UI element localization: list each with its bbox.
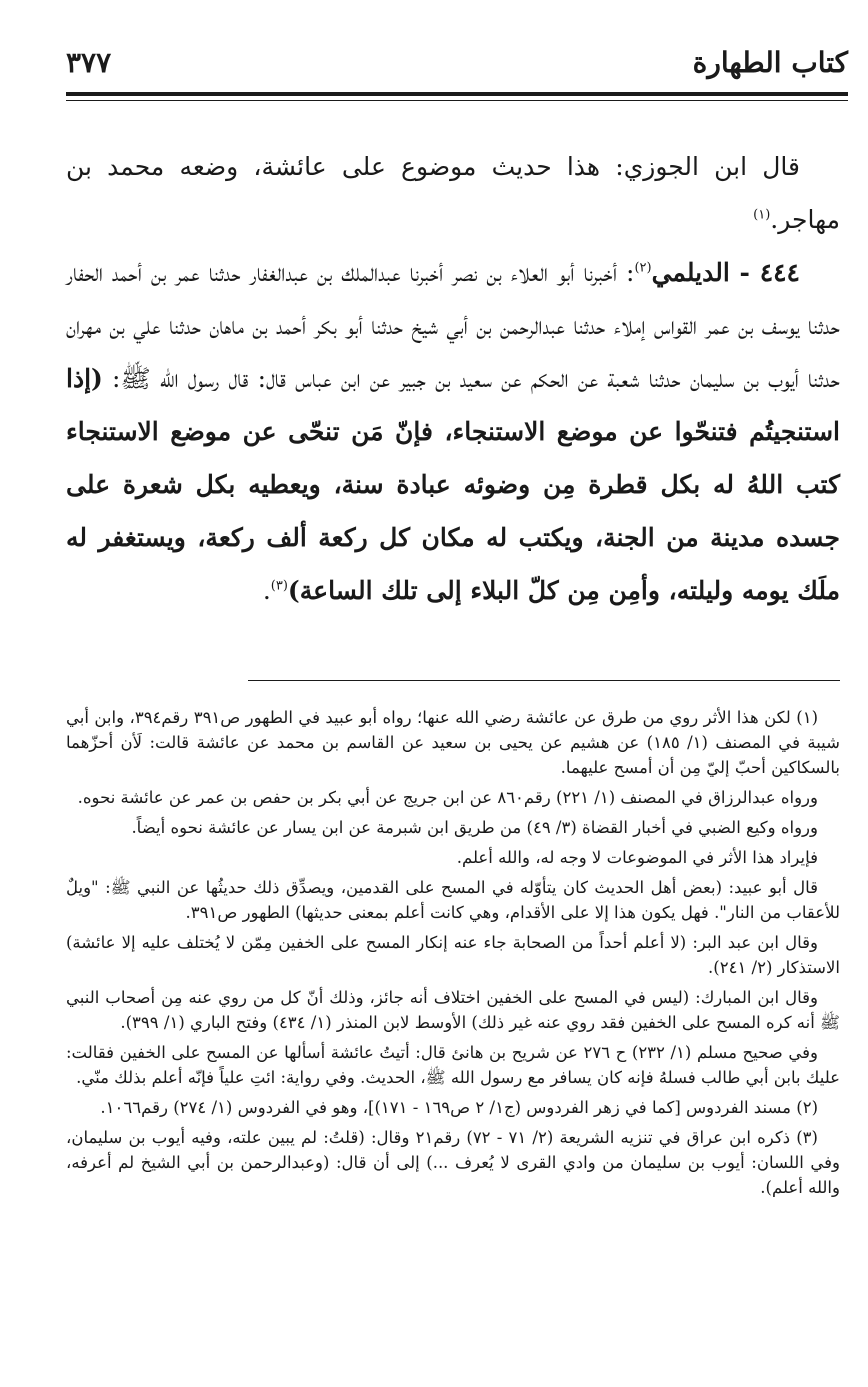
running-title: كتاب الطهارة xyxy=(692,46,848,79)
hadith-number: ٤٤٤ - الديلمي xyxy=(651,258,800,287)
paragraph-ibn-jawzi xyxy=(66,140,840,246)
paragraph-hadith-444 xyxy=(66,246,840,617)
footnote-1-muslim: وفي صحيح مسلم (١/ ٢٣٢) ح ٢٧٦ عن شريح بن هانئ قال: أتيتُ عائشة أسألها عن المسح على الخفين فقالت: عليك بابن أبي طالب فسلهُ فإنه كان يسافر مع رسول الله ﷺ، الحديث. وفي رواية: ائتِ علياً فإنّه أعلم بذلك منّي. xyxy=(66,1043,840,1087)
footnote-1-abu-ubaid: قال أبو عبيد: (بعض أهل الحديث كان يتأوّله في المسح على القدمين، ويصدِّق ذلك حديثُها عن النبي ﷺ: "ويلٌ للأعقاب من النار". فهل يكون هذا إلا على الأقدام، وهي كانت أعلم بمعنى حديثها) الطهور ص٣٩١. xyxy=(66,878,840,922)
footnote-separator xyxy=(248,680,840,681)
footnote-3: (٣) ذكره ابن عراق في تنزيه الشريعة (٢/ ٧١ - ٧٢) رقم٢١ وقال: (قلتُ: لم يبين علته، وفيه أيوب بن سليمان، وفي اللسان: أيوب بن سليمان من وادي القرى لا يُعرف ...) إلى أن قال: (وعبدالرحمن بن أبي الشيخ لم أعرفه، والله أعلم). xyxy=(66,1128,840,1197)
footnote-1-abdulrazzaq: ورواه عبدالرزاق في المصنف (١/ ٢٢١) رقم٨٦٠ عن ابن جريج عن أبي بكر بن حفص بن عمر عن عائشة نحوه. xyxy=(77,788,818,807)
footnote-2: (٢) مسند الفردوس [كما في زهر الفردوس (ج١/ ٢ ص١٦٩ - ١٧١)]، وهو في الفردوس (١/ ٢٧٤) رقم١٠٦٦. xyxy=(100,1098,818,1117)
footnote-1-ibn-abdulbarr: وقال ابن عبد البر: (لا أعلم أحداً من الصحابة جاء عنه إنكار المسح على الخفين مِمّن لا يُختلف عليه إلا عائشة) الاستذكار (٢/ ٢٤١). xyxy=(66,933,840,977)
footnote-ref-2: (٢) xyxy=(634,260,652,276)
footnote-ref-1: (١) xyxy=(753,207,771,223)
page-number: ٣٧٧ xyxy=(66,46,112,79)
page-header xyxy=(66,40,848,90)
footnote-1-ibn-mubarak: وقال ابن المبارك: (ليس في المسح على الخفين اختلاف أنه جائز، وذلك أنّ كل من روي عنه مِن أصحاب النبي ﷺ أنه كره المسح على الخفين فقد روي عنه غير ذلك) الأوسط لابن المنذر (١/ ٤٣٤) وفتح الباري (١/ ٣٩٩). xyxy=(66,988,840,1032)
footnote-ref-3: (٣) xyxy=(270,578,288,594)
hadith-end: . xyxy=(262,576,271,605)
paragraph-text: قال ابن الجوزي: هذا حديث موضوع على عائشة، وضعه محمد بن مهاجر. xyxy=(66,152,840,234)
header-rule-thin xyxy=(66,100,848,101)
header-rule-thick xyxy=(66,92,848,96)
main-text xyxy=(66,140,840,617)
footnotes xyxy=(66,705,840,1205)
footnote-1-waki: ورواه وكيع الضبي في أخبار القضاة (٣/ ٤٩) من طريق ابن شبرمة عن ابن يسار عن عائشة نحوه أيضاً. xyxy=(131,818,818,837)
hadith-matn: (إذا استنجيتُم فتنحّوا عن موضع الاستنجاء، فإنّ مَن تنحّى عن موضع الاستنجاء كتب اللهُ له بكل قطرة مِن وضوئه عبادة سنة، ويعطيه بكل شعرة على جسده مدينة من الجنة، ويكتب له مكان كل ركعة ألف ركعة، ويستغفر له ملَك يومه وليلته، وأمِن مِن كلّ البلاء إلى تلك الساعة) xyxy=(66,364,840,605)
footnote-1: (١) لكن هذا الأثر روي من طرق عن عائشة رضي الله عنها؛ رواه أبو عبيد في الطهور ص٣٩١ رقم٣٩٤، وابن أبي شيبة في المصنف (١/ ١٨٥) عن هشيم عن يحيى بن سعيد عن القاسم بن محمد عن عائشة قالت: لَأن أحزّهما بالسكاكين أحبّ إليّ مِن أن أمسح عليهما. xyxy=(66,708,840,777)
hadith-isnad: : أخبرنا أبو العلاء بن نصر أخبرنا عبدالملك بن عبدالغفار حدثنا عمر بن أحمد الحفار حدثنا يوسف بن عمر القواس إملاء حدثنا عبدالرحمن بن أبي شيخ حدثنا أبو بكر أحمد بن ماهان حدثنا علي بن مهران حدثنا أيوب بن سليمان حدثنا شعبة عن الحكم عن سعيد بن جبير عن ابن عباس قال: قال رسول الله ﷺ: xyxy=(66,258,840,393)
footnote-1-conclusion: فإيراد هذا الأثر في الموضوعات لا وجه له، والله أعلم. xyxy=(456,848,818,867)
